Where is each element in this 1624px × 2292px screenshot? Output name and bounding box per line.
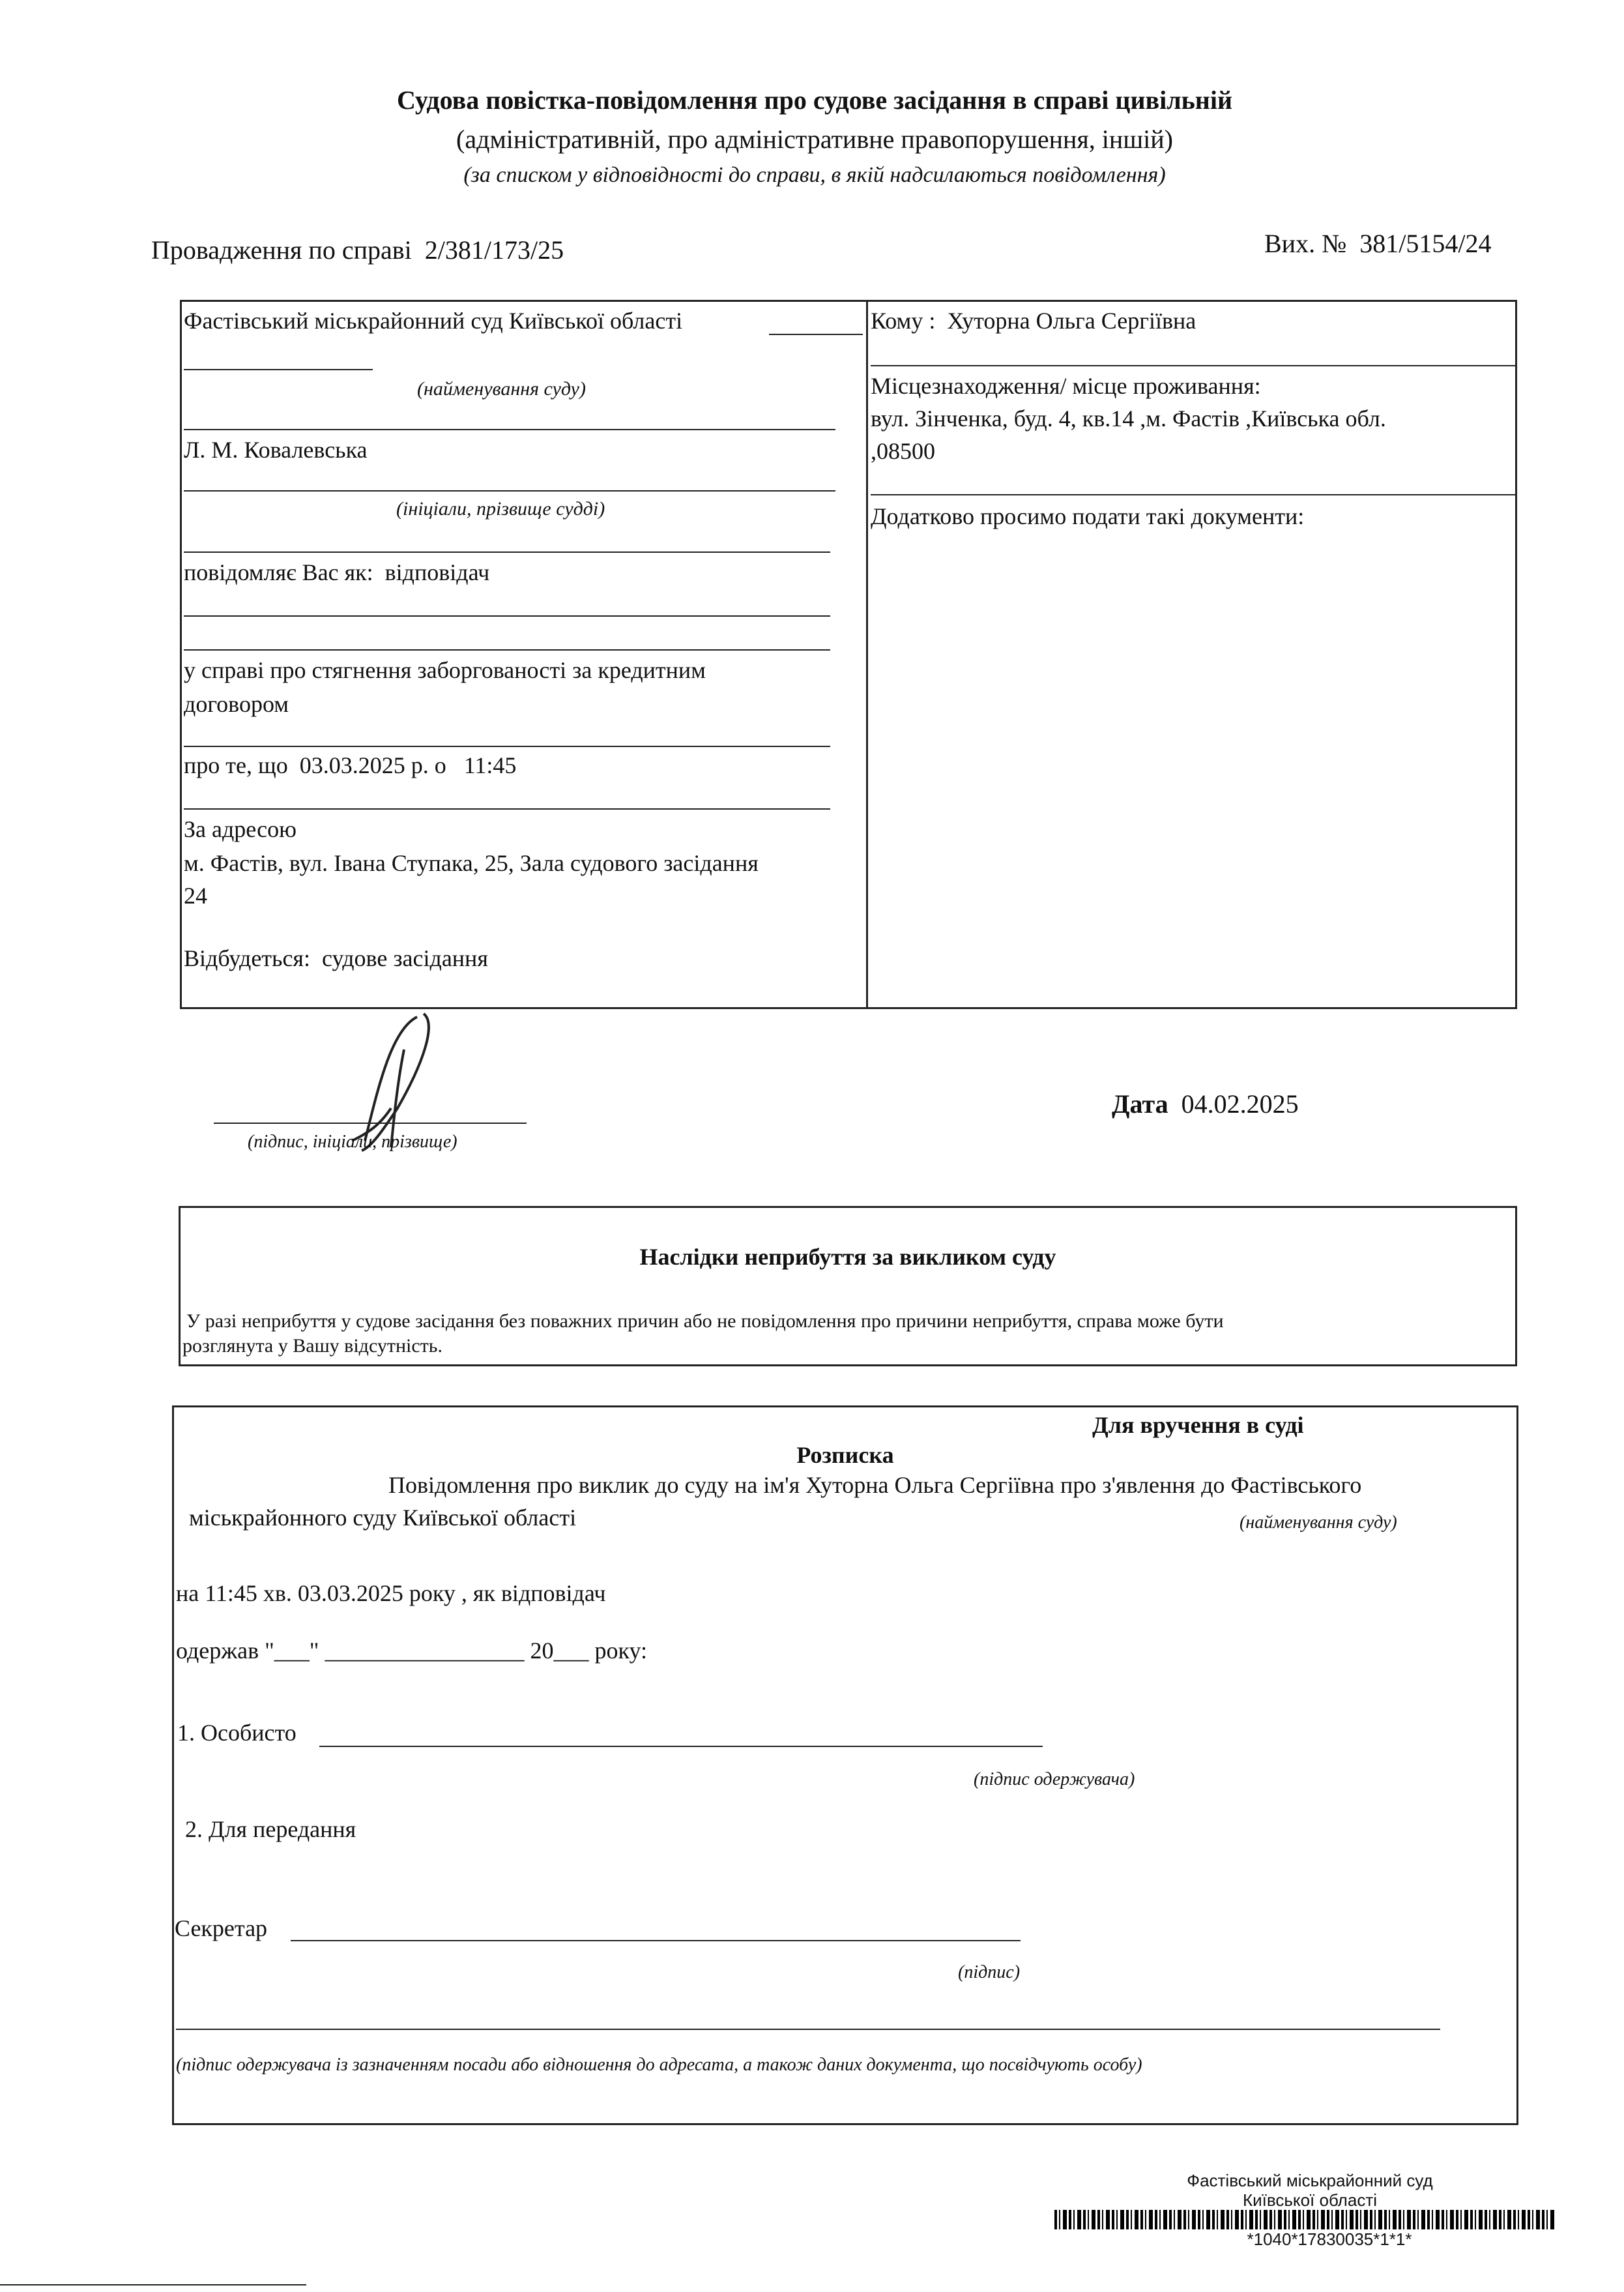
consequences-title: Наслідки неприбуття за викликом суду [639, 1244, 1056, 1270]
receipt-line-2: міськрайонного суду Київської області [189, 1505, 577, 1531]
outgoing-number: 381/5154/24 [1359, 229, 1492, 258]
case-label: Провадження по справі [151, 235, 412, 265]
event-value: судове засідання [322, 945, 488, 971]
barcode-image [1054, 2210, 1556, 2229]
stamp-line-2: Київської області [1242, 2190, 1378, 2210]
address-line-1: м. Фастів, вул. Івана Ступака, 25, Зала судового засідання [184, 850, 759, 876]
receipt-footer-caption: (підпис одержувача із зазначенням посади або відношення до адресата, а також даних документа, що посвідчують особу) [176, 2055, 1142, 2075]
location-line-1: вул. Зінченка, буд. 4, кв.14 ,м. Фастів ,Київська обл. [871, 405, 1386, 432]
barcode-code: *1040*17830035*1*1* [1247, 2229, 1412, 2249]
hearing-date: 03.03.2025 [299, 752, 405, 778]
received-line: одержав "___" _________________ 20___ року: [176, 1638, 648, 1664]
court-name: Фастівський міськрайонний суд Київської області [184, 308, 683, 334]
document-subtitle: (адміністративній, про адміністративне правопорушення, іншій) [456, 125, 1173, 154]
about-label: про те, що [184, 752, 288, 778]
case-number-line [151, 235, 564, 266]
outgoing-number-line [1264, 228, 1491, 259]
notify-label: повідомляє Вас як: [184, 559, 373, 585]
court-caption: (найменування суду) [417, 378, 586, 400]
address-line-2: 24 [184, 883, 207, 909]
summons-table-divider [866, 300, 868, 1009]
receipt-line-3: на 11:45 хв. 03.03.2025 року , як відповідач [176, 1580, 606, 1606]
outgoing-label: Вих. № [1264, 229, 1347, 258]
receipt-title: Розписка [796, 1442, 894, 1468]
time-label: р. о [411, 752, 446, 778]
case-matter-line-1: у справі про стягнення заборгованості за кредитним [184, 657, 706, 683]
recipient-name: Хуторна Ольга Сергіївна [947, 308, 1196, 334]
hearing-time: 11:45 [463, 752, 517, 778]
secretary-caption: (підпис) [958, 1962, 1021, 1982]
issue-date-label: Дата [1112, 1089, 1168, 1119]
secretary-label: Секретар [175, 1915, 268, 1941]
judge-caption: (ініціали, прізвище судді) [396, 498, 605, 520]
event-label: Відбудеться: [184, 945, 310, 971]
documents-label: Додатково просимо подати такі документи: [871, 503, 1305, 529]
address-label: За адресою [184, 816, 297, 842]
issue-date: 04.02.2025 [1181, 1089, 1299, 1119]
personal-caption: (підпис одержувача) [974, 1769, 1135, 1789]
recipient-line [871, 306, 1196, 335]
notify-line [184, 558, 489, 587]
personal-label: 1. Особисто [177, 1720, 297, 1746]
transfer-label: 2. Для передання [185, 1816, 356, 1842]
for-court-label: Для вручення в суді [1092, 1412, 1304, 1438]
document-note: (за списком у відповідності до справи, в якій надсилаються повідомлення) [463, 163, 1166, 187]
hearing-datetime-line [184, 751, 516, 780]
notify-role: відповідач [384, 559, 490, 585]
document-title: Судова повістка-повідомлення про судове засідання в справі цивільній [396, 85, 1233, 115]
receipt-court-caption: (найменування суду) [1240, 1512, 1397, 1533]
consequences-text-1: У разі неприбуття у судове засідання без поважних причин або не повідомлення про причини неприбуття, справа може бути [186, 1310, 1224, 1332]
location-label: Місцезнаходження/ місце проживання: [871, 373, 1261, 399]
stamp-line-1: Фастівський міськрайонний суд [1187, 2171, 1433, 2190]
consequences-text-2: розглянута у Вашу відсутність. [182, 1335, 442, 1357]
case-number: 2/381/173/25 [424, 235, 564, 265]
issue-date-line [1112, 1089, 1299, 1120]
case-matter-line-2: договором [184, 691, 289, 717]
receipt-line-1: Повідомлення про виклик до суду на ім'я Хуторна Ольга Сергіївна про з'явлення до Фастівського [388, 1472, 1362, 1498]
recipient-label: Кому : [871, 308, 936, 334]
event-line [184, 944, 488, 973]
judge-name: Л. М. Ковалевська [184, 437, 368, 463]
location-line-2: ,08500 [871, 438, 935, 464]
signature-caption: (підпис, ініціали, прізвище) [248, 1132, 457, 1152]
